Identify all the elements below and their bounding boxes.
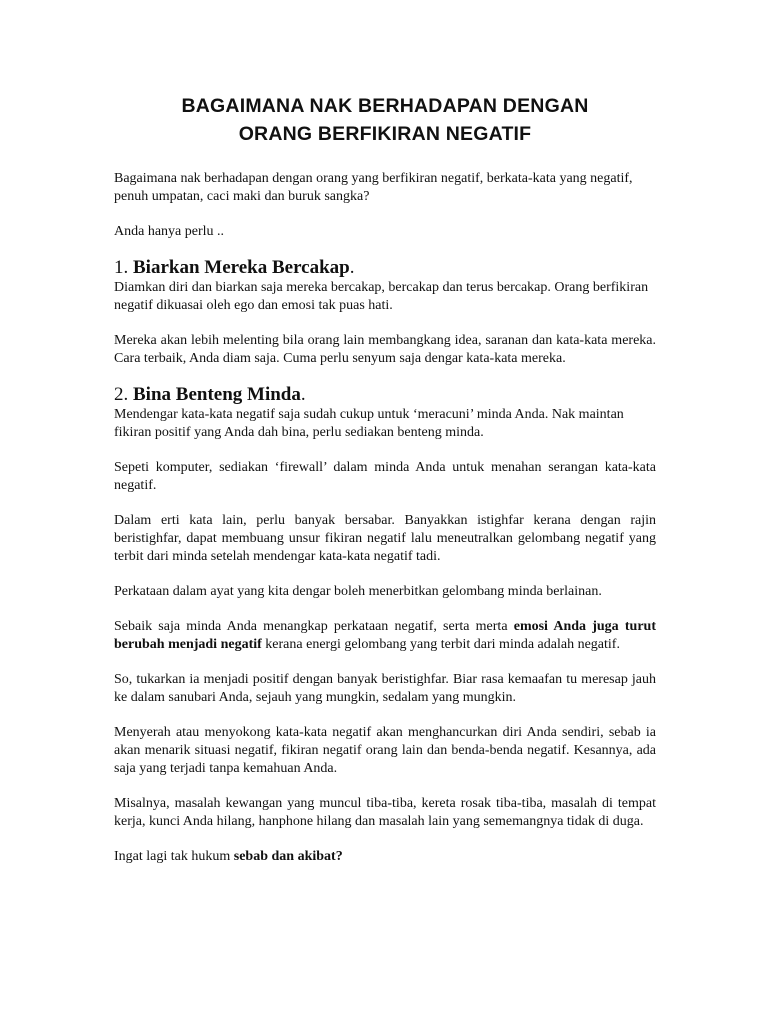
para5-text-bold: emosi Anda juga turut berubah menjadi negatif	[114, 619, 656, 652]
para5-text-pre: Sebaik saja minda Anda menangkap perkataan negatif, serta merta	[114, 619, 514, 634]
section-2-paragraph-2: Sepeti komputer, sediakan ‘firewall’ dalam minda Anda untuk menahan serangan kata-kata negatif.	[114, 460, 656, 493]
title-line-1: BAGAIMANA NAK BERHADAPAN DENGAN	[181, 95, 589, 117]
para9-text-bold: sebab dan akibat?	[233, 849, 343, 864]
section-2-paragraph-6: So, tukarkan ia menjadi positif dengan banyak beristighfar. Biar rasa kemaafan tu meresap jauh ke dalam sanubari Anda, sejauh yang mungkin, sedalam yang mungkin.	[114, 672, 656, 705]
document-page	[114, 92, 656, 883]
section-1-number: 1.	[114, 257, 129, 278]
section-1-title-end: .	[349, 257, 355, 278]
section-2-paragraph-5	[114, 618, 656, 654]
intro-paragraph: Bagaimana nak berhadapan dengan orang yang berfikiran negatif, berkata-kata yang negatif, penuh umpatan, caci maki dan buruk sangka?	[114, 171, 633, 204]
title-line-2: ORANG BERFIKIRAN NEGATIF	[238, 123, 532, 145]
section-2-paragraph-9	[114, 848, 656, 866]
section-2-title: Bina Benteng Minda	[133, 384, 301, 405]
intro-paragraph-2: Anda hanya perlu ..	[114, 224, 225, 239]
section-2-paragraph-8: Misalnya, masalah kewangan yang muncul tiba-tiba, kereta rosak tiba-tiba, masalah di tempat kerja, kunci Anda hilang, hanphone hilang dan masalah lain yang sememangnya tidak di duga.	[114, 796, 656, 829]
section-2-title-end: .	[300, 384, 306, 405]
section-2-paragraph-3: Dalam erti kata lain, perlu banyak bersabar. Banyakkan istighfar kerana dengan rajin beristighfar, dapat membuang unsur fikiran negatif lalu meneutralkan gelombang negatif yang terbit dari minda setelah mendengar kata-kata negatif tadi.	[114, 513, 656, 564]
section-1-heading	[114, 257, 656, 279]
section-1-paragraph-1: Diamkan diri dan biarkan saja mereka bercakap, bercakap dan terus bercakap. Orang berfikiran negatif dikuasai oleh ego dan emosi tak puas hati.	[114, 280, 649, 313]
section-1-title: Biarkan Mereka Bercakap	[133, 257, 350, 278]
section-2-paragraph-1: Mendengar kata-kata negatif saja sudah cukup untuk ‘meracuni’ minda Anda. Nak maintan fikiran positif yang Anda dah bina, perlu sediakan benteng minda.	[114, 407, 624, 440]
section-1-paragraph-2: Mereka akan lebih melenting bila orang lain membangkang idea, saranan dan kata-kata mereka. Cara terbaik, Anda diam saja. Cuma perlu senyum saja dengar kata-kata mereka.	[114, 333, 656, 366]
section-2-number: 2.	[114, 384, 129, 405]
section-2-heading	[114, 384, 656, 406]
section-2-paragraph-4: Perkataan dalam ayat yang kita dengar boleh menerbitkan gelombang minda berlainan.	[114, 584, 602, 599]
para9-text-pre: Ingat lagi tak hukum	[114, 849, 234, 864]
document-title	[114, 92, 656, 148]
para5-text-post: kerana energi gelombang yang terbit dari minda adalah negatif.	[261, 637, 620, 652]
section-2-paragraph-7: Menyerah atau menyokong kata-kata negatif akan menghancurkan diri Anda sendiri, sebab ia akan menarik situasi negatif, fikiran negatif orang lain dan benda-benda negatif. Kesannya, ada saja yang terjadi tanpa kemahuan Anda.	[114, 725, 656, 776]
